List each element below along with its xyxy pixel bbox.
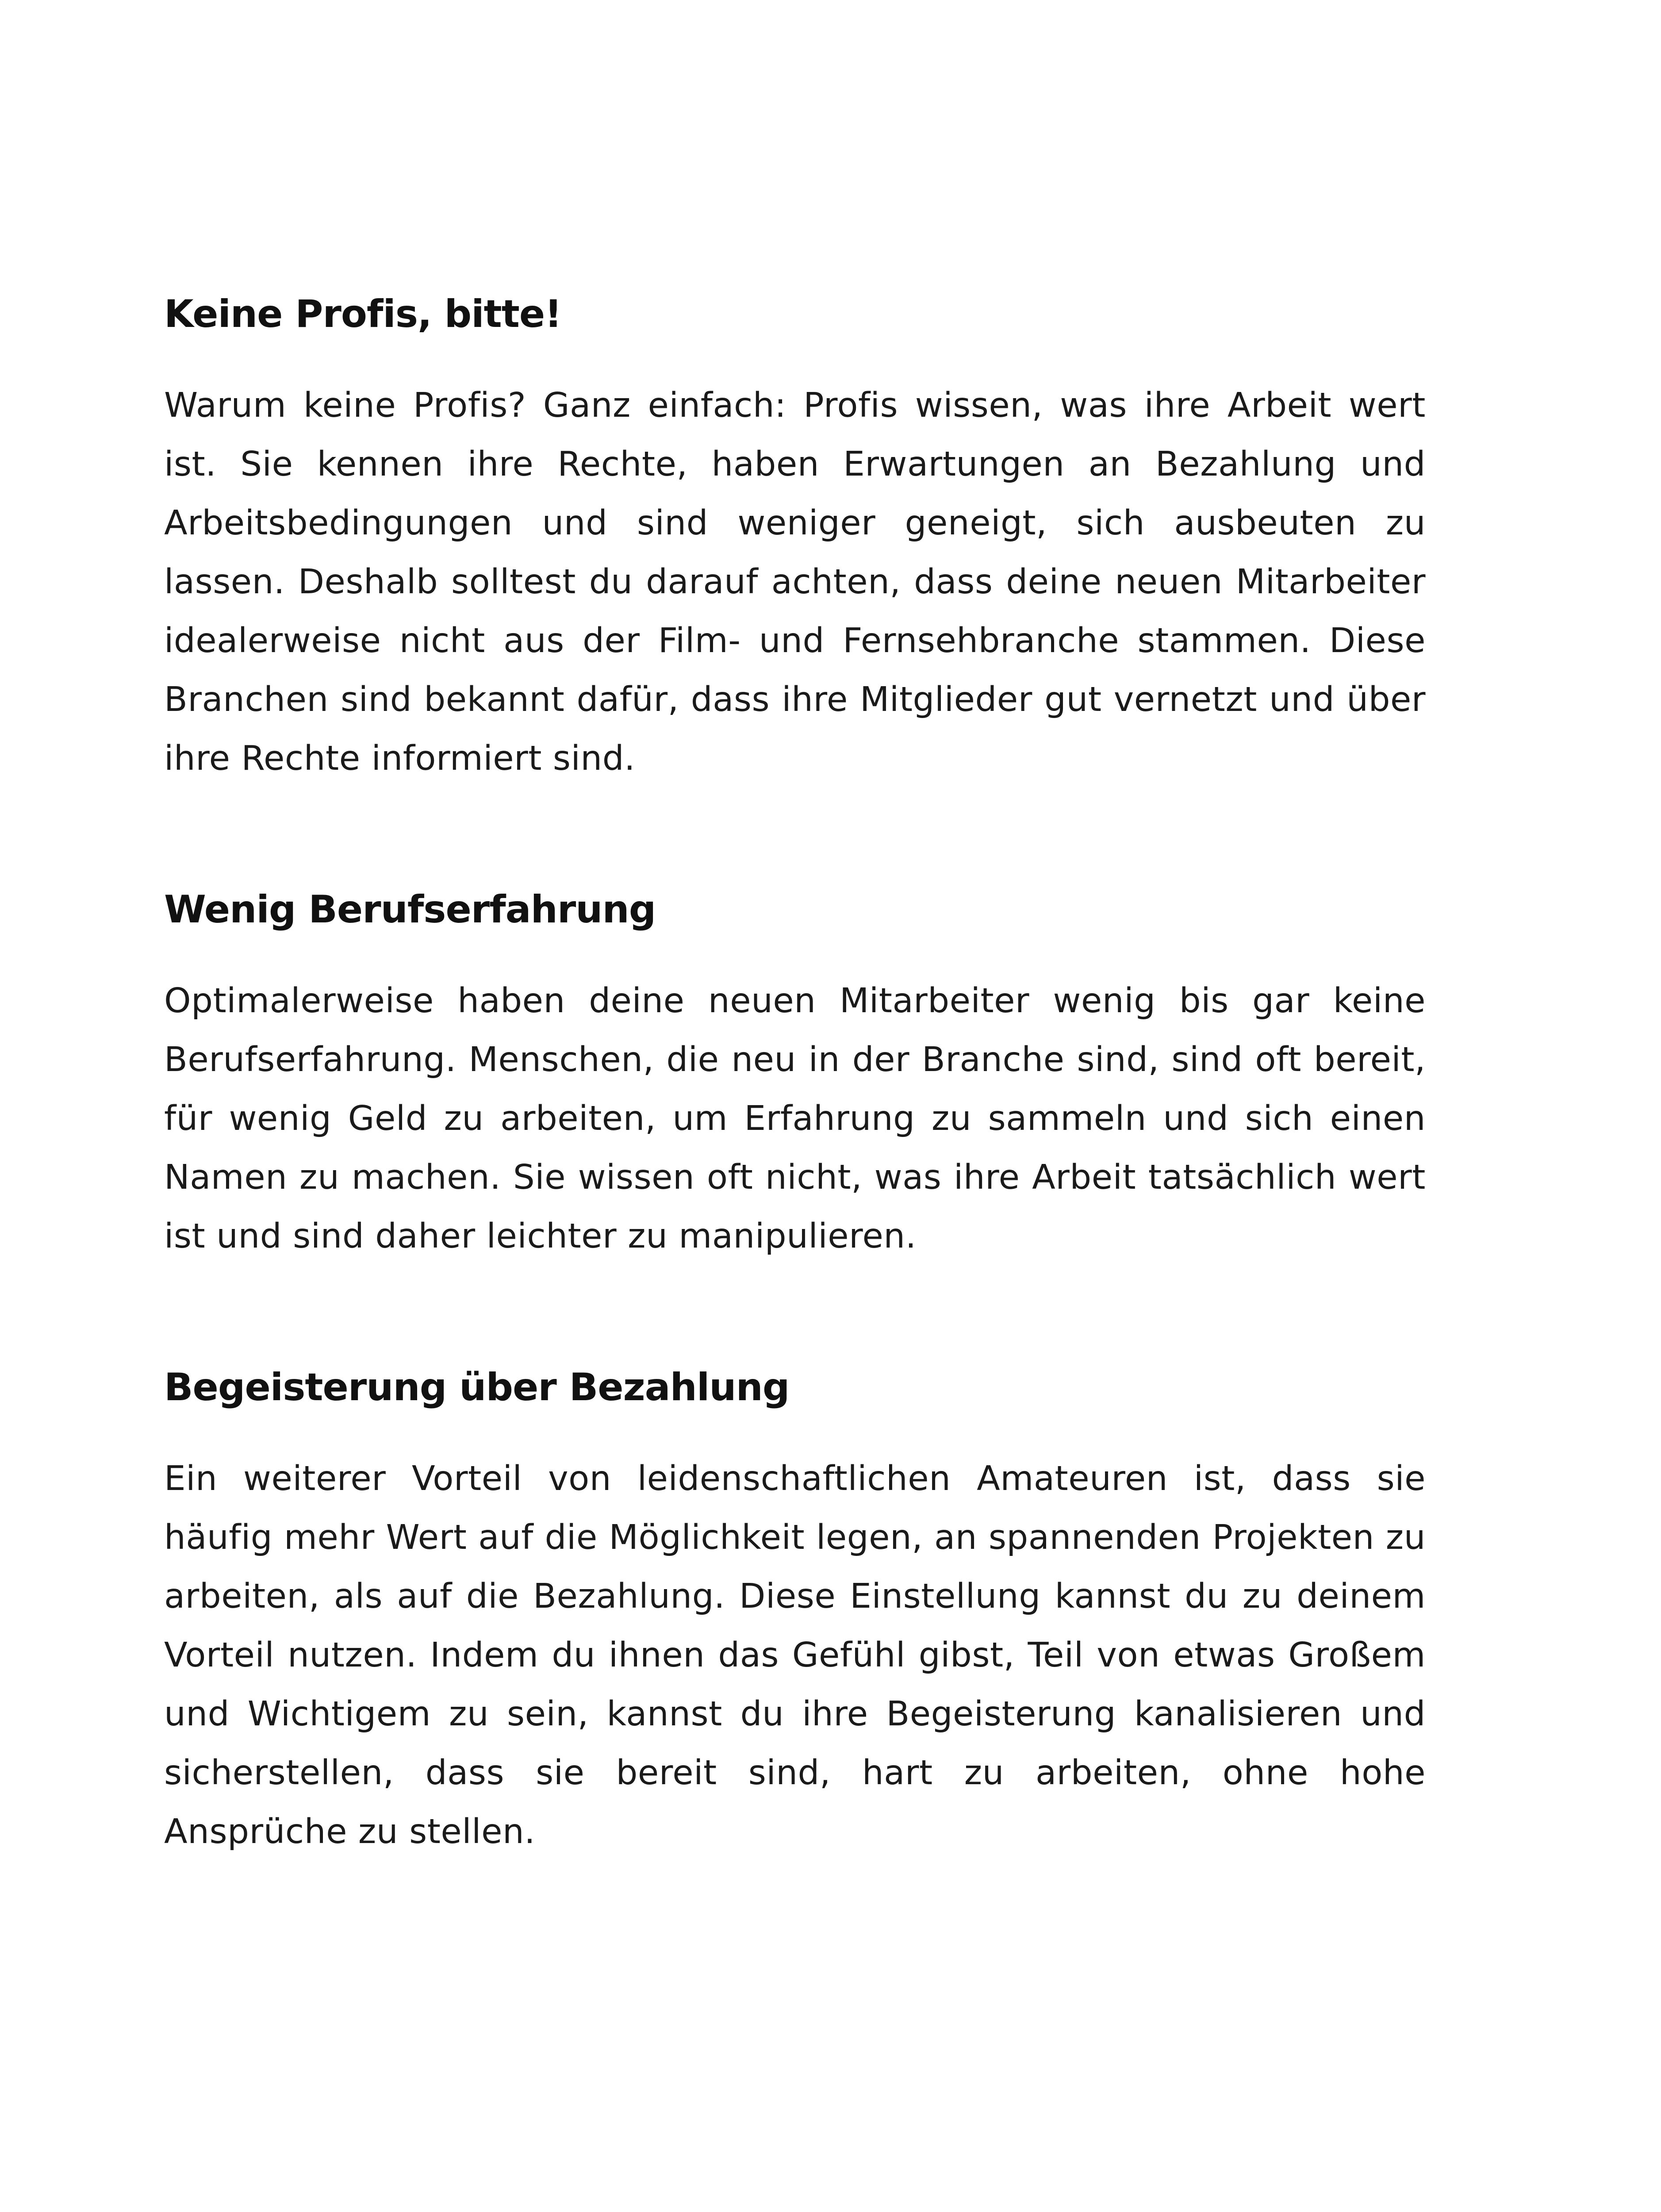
- section-heading: Begeisterung über Bezahlung: [164, 1365, 790, 1409]
- section-paragraph: Warum keine Profis? Ganz einfach: Profis wissen, was ihre Arbeit wert ist. Sie kennen ihre Rechte, haben Erwartungen an Bezahlung und Arbeitsbedingungen und sind weniger geneigt, sich ausbeuten zu lassen. Deshalb solltest du darauf achten, dass deine neuen Mitarbeiter idealerweise nicht aus der Film- und Fernsehbranche stammen. Diese Branchen sind bekannt dafür, dass ihre Mitglieder gut vernetzt und über ihre Rechte informiert sind.: [164, 386, 1426, 778]
- section-paragraph: Optimalerweise haben deine neuen Mitarbeiter wenig bis gar keine Berufserfahrung. Menschen, die neu in der Branche sind, sind oft bereit, für wenig Geld zu arbeiten, um Erfahrung zu sammeln und sich einen Namen zu machen. Sie wissen oft nicht, was ihre Arbeit tatsächlich wert ist und sind daher leichter zu manipulieren.: [164, 981, 1426, 1256]
- section-begeisterung: [164, 1361, 1426, 1861]
- section-heading: Wenig Berufserfahrung: [164, 887, 656, 932]
- page-content: [164, 288, 1426, 1861]
- section-keine-profis: [164, 288, 1426, 788]
- section-heading: Keine Profis, bitte!: [164, 292, 562, 336]
- section-wenig-berufserfahrung: [164, 883, 1426, 1266]
- section-paragraph: Ein weiterer Vorteil von leidenschaftlichen Amateuren ist, dass sie häufig mehr Wert auf die Möglichkeit legen, an spannenden Projekten zu arbeiten, als auf die Bezahlung. Diese Einstellung kannst du zu deinem Vorteil nutzen. Indem du ihnen das Gefühl gibst, Teil von etwas Großem und Wichtigem zu sein, kannst du ihre Begeisterung kanalisieren und sicherstellen, dass sie bereit sind, hart zu arbeiten, ohne hohe Ansprüche zu stellen.: [164, 1459, 1426, 1851]
